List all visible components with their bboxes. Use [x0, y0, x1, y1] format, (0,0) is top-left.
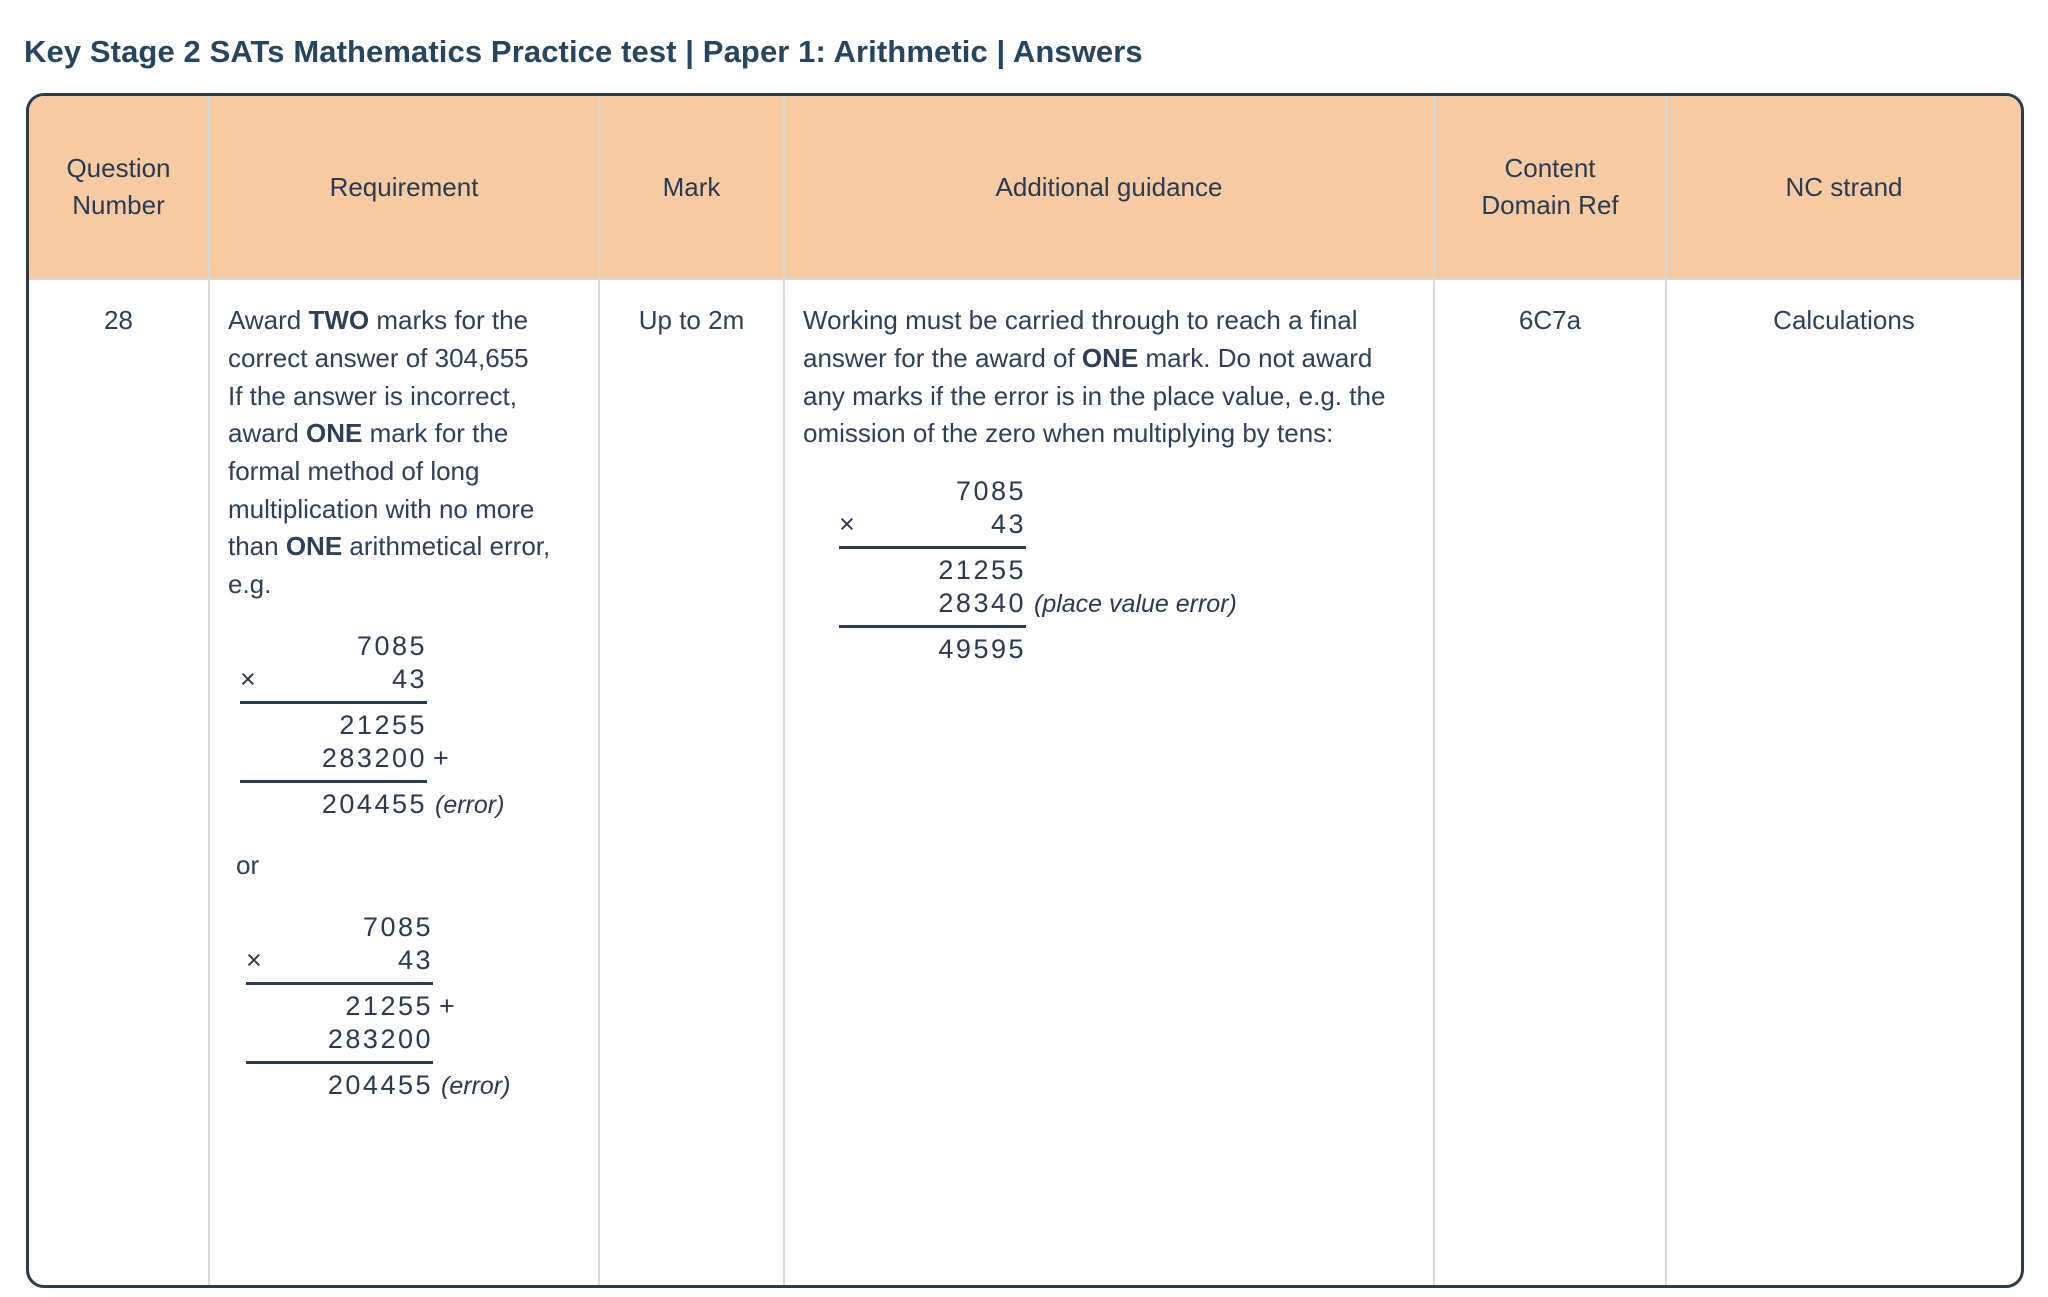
partial-product-2-note: (place value error)	[1034, 589, 1237, 618]
partial-product-2: 283200	[327, 1023, 433, 1054]
column-header-question-number	[29, 96, 209, 279]
table-head	[29, 96, 2021, 279]
requirement-paragraph-2: If the answer is incorrect, award ONE mark for the formal method of long multiplication with no more than ONE arithmetical error, e.g.	[228, 380, 551, 600]
working-rule-2	[240, 780, 427, 783]
column-header-additional-guidance: Additional guidance	[784, 96, 1434, 279]
working-rule-1	[839, 546, 1026, 549]
table-row	[29, 279, 2021, 1285]
partial-product-1: 21255	[938, 554, 1026, 585]
cell-content-domain-ref: 6C7a	[1434, 279, 1666, 1285]
marking-table-container	[26, 93, 2024, 1288]
header-line-2: Number	[72, 190, 165, 221]
multiply-operator: ×	[839, 508, 855, 539]
cell-requirement	[209, 279, 599, 1285]
column-header-requirement: Requirement	[209, 96, 599, 279]
partial-product-2: 28340	[938, 587, 1026, 618]
table-body	[29, 279, 2021, 1285]
partial-product-1: 21255	[345, 990, 433, 1021]
column-header-content-domain-ref	[1434, 96, 1666, 279]
column-header-mark: Mark	[599, 96, 784, 279]
working-total: 49595	[938, 633, 1026, 664]
table-header-row	[29, 96, 2021, 279]
plus-operator: +	[439, 990, 455, 1021]
working-rule-2	[246, 1061, 433, 1064]
long-multiplication-example-2	[246, 911, 580, 1104]
multiply-operator: ×	[246, 944, 262, 975]
header-line-2: Domain Ref	[1481, 190, 1619, 221]
partial-product-2: 283200	[321, 742, 427, 773]
cell-question-number: 28	[29, 279, 209, 1285]
multiplicand: 7085	[955, 476, 1026, 507]
working-total: 204455	[321, 788, 427, 819]
multiplicand: 7085	[356, 630, 427, 661]
requirement-paragraph-1: Award TWO marks for the correct answer of 304,655	[228, 305, 529, 373]
cell-mark: Up to 2m	[599, 279, 784, 1285]
header-line-1: Question	[66, 153, 171, 184]
long-multiplication-example-guidance	[839, 475, 1415, 668]
multiplier: 43	[990, 508, 1026, 539]
cell-additional-guidance	[784, 279, 1434, 1285]
working-rule-1	[246, 982, 433, 985]
working-total: 204455	[327, 1069, 433, 1100]
long-multiplication-example-1	[240, 630, 580, 823]
marking-scheme-table	[29, 96, 2021, 1285]
guidance-paragraph: Working must be carried through to reach a final answer for the award of ONE mark. Do not award any marks if the error is in the place value, e.g. the omission of the zero when multiplying by tens:	[803, 305, 1386, 449]
page-title: Key Stage 2 SATs Mathematics Practice test | Paper 1: Arithmetic | Answers	[24, 34, 1143, 69]
working-total-note: (error)	[441, 1071, 511, 1100]
multiply-operator: ×	[240, 663, 256, 694]
multiplier: 43	[397, 944, 433, 975]
header-line-1: Content	[1504, 153, 1596, 184]
working-rule-2	[839, 625, 1026, 628]
working-rule-1	[240, 701, 427, 704]
multiplier: 43	[391, 663, 427, 694]
multiplicand: 7085	[362, 911, 433, 942]
partial-product-1: 21255	[339, 709, 427, 740]
working-total-note: (error)	[435, 790, 505, 819]
plus-operator: +	[433, 742, 449, 773]
cell-nc-strand: Calculations	[1666, 279, 2021, 1285]
column-header-nc-strand: NC strand	[1666, 96, 2021, 279]
alternative-label: or	[236, 850, 260, 881]
